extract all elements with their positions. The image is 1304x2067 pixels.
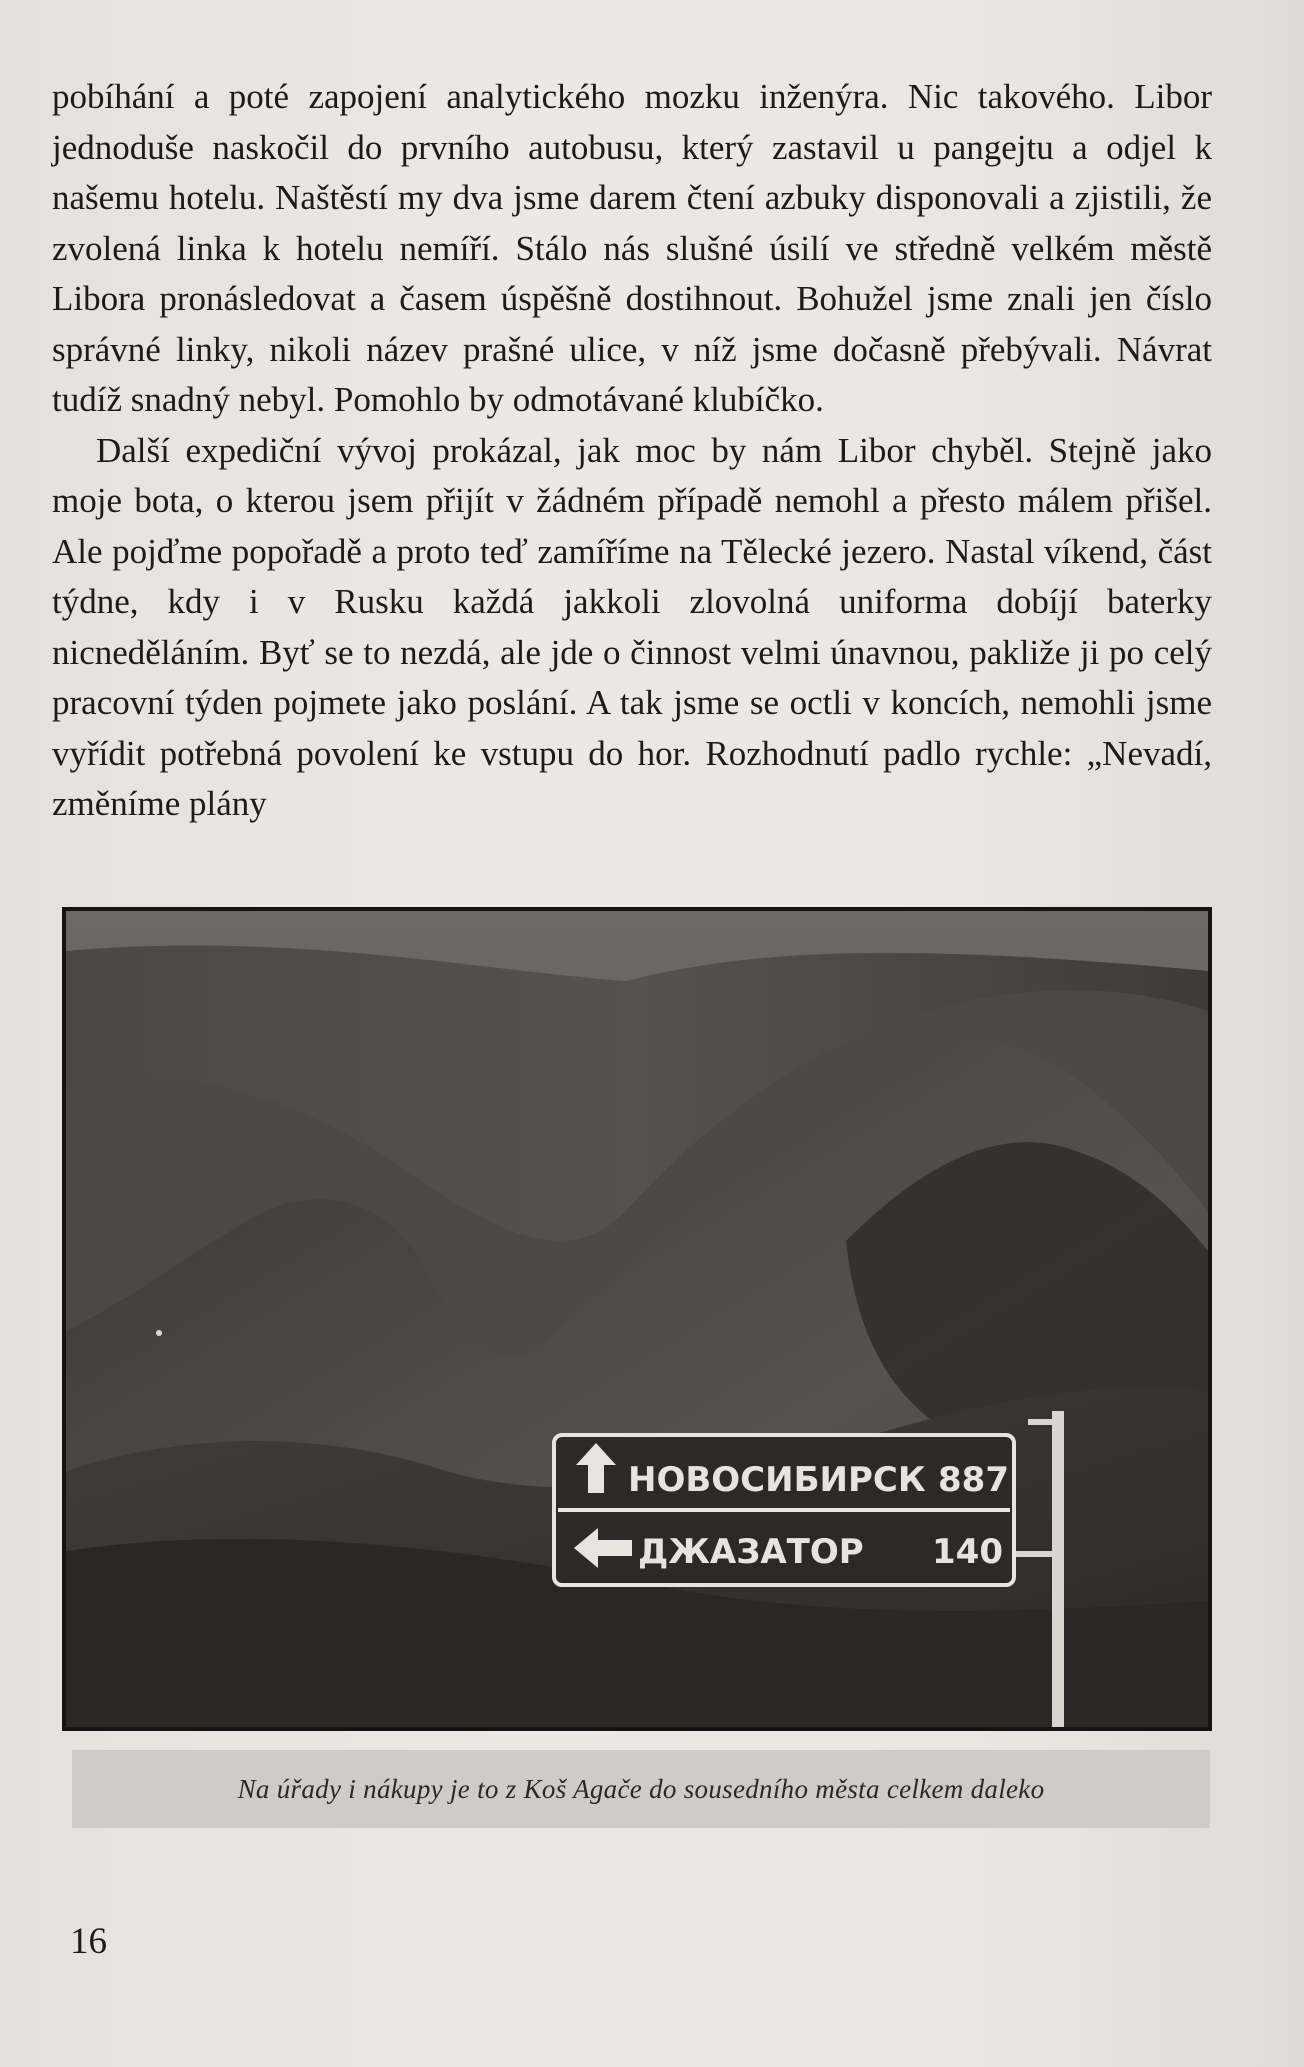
photo-illustration	[66, 911, 1208, 1727]
photo-mountain-road-sign	[62, 907, 1212, 1731]
body-text	[52, 72, 1212, 830]
paragraph-2: Další expediční vývoj prokázal, jak moc by nám Libor chyběl. Stejně jako moje bota, o kterou jsem přijít v žádném případě nemohl a přesto málem přišel. Ale pojďme popořadě a proto teď zamíříme na Tělecké jezero. Nastal víkend, část týdne, kdy i v Rusku každá jakkoli zlovolná uniforma dobíjí baterky nicneděláním. Byť se to nezdá, ale jde o činnost velmi únavnou, pakliže ji po celý pracovní týden pojmete jako poslání. A tak jsme se octli v koncích, nemohli jsme vyřídit potřebná povolení ke vstupu do hor. Rozhodnutí padlo rychle: „Nevadí, změníme plány	[52, 430, 1212, 823]
page-number: 16	[70, 1921, 107, 1962]
sign-top-destination: НОВОСИБИРСК	[628, 1460, 926, 1500]
photo-caption: Na úřady i nákupy je to z Koš Agače do sousedního města celkem daleko	[237, 1773, 1045, 1804]
photo-caption-bar	[72, 1750, 1210, 1828]
sign-top-distance: 887	[938, 1460, 1009, 1500]
sign-bottom-distance: 140	[932, 1532, 1003, 1572]
sign-bottom-destination: ДЖАЗАТОР	[638, 1532, 864, 1572]
paragraph-1: pobíhání a poté zapojení analytického mozku inženýra. Nic takového. Libor jednoduše naskočil do prvního autobusu, který zastavil u pangejtu a odjel k našemu hotelu. Naštěstí my dva jsme darem čtení azbuky disponovali a zjistili, že zvolená linka k hotelu nemíří. Stálo nás slušné úsilí ve středně velkém městě Libora pronásledovat a časem úspěšně dostihnout. Bohužel jsme znali jen číslo správné linky, nikoli název prašné ulice, v níž jsme dočasně přebývali. Návrat tudíž snadný nebyl. Pomohlo by odmotávané klubíčko.	[52, 77, 1212, 419]
